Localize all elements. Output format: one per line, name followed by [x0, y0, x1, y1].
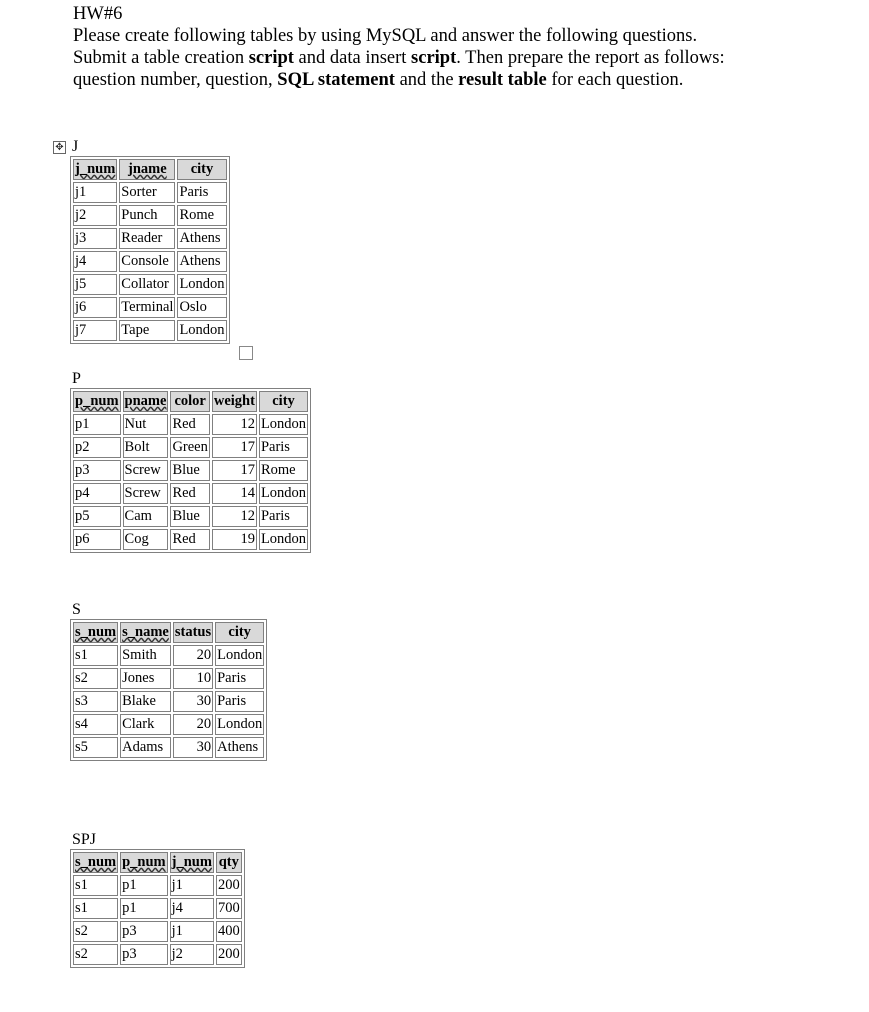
- table-header-row: [73, 159, 227, 180]
- column-header: [73, 159, 117, 180]
- table-cell: Athens: [215, 737, 264, 758]
- table-cell: 12: [212, 506, 257, 527]
- table-cell: London: [259, 483, 308, 504]
- table-body: [73, 182, 227, 341]
- table-cell: Rome: [259, 460, 308, 481]
- table-cell: p2: [73, 437, 121, 458]
- table-cell: London: [215, 645, 264, 666]
- table-cell: Cam: [123, 506, 169, 527]
- column-header: [119, 159, 175, 180]
- text-span: and data insert: [293, 48, 412, 68]
- text-span: for each question.: [546, 70, 684, 90]
- table-cell: London: [259, 529, 308, 550]
- table-cell: 17: [212, 460, 257, 481]
- text-span: . Then prepare the report as follows:: [456, 48, 725, 68]
- table-cell: Paris: [259, 506, 308, 527]
- table-cell: p3: [73, 460, 121, 481]
- table-row: [73, 483, 308, 504]
- table-cell: Tape: [119, 320, 175, 341]
- table-cell: Cog: [123, 529, 169, 550]
- table-label-p: P: [72, 370, 81, 387]
- table-cell: 200: [216, 944, 242, 965]
- table-p: [70, 388, 311, 553]
- table-cell: Bolt: [123, 437, 169, 458]
- table-row: [73, 944, 242, 965]
- header-text: jname: [128, 161, 167, 177]
- column-header: [216, 852, 242, 873]
- column-header: [170, 391, 209, 412]
- table-row: [73, 460, 308, 481]
- table-row: [73, 875, 242, 896]
- table-cell: j3: [73, 228, 117, 249]
- table-cell: 10: [173, 668, 213, 689]
- table-cell: Jones: [120, 668, 171, 689]
- table-cell: Paris: [177, 182, 226, 203]
- table-cell: Paris: [259, 437, 308, 458]
- instruction-line-2: [73, 47, 853, 69]
- column-header: [120, 852, 168, 873]
- header-text: j_num: [171, 854, 212, 870]
- table-cell: Paris: [215, 668, 264, 689]
- column-header: [73, 852, 118, 873]
- table-label-j: J: [72, 138, 79, 155]
- table-cell: Smith: [120, 645, 171, 666]
- table-cell: Blue: [170, 506, 209, 527]
- table-row: [73, 668, 264, 689]
- table-s: [70, 619, 267, 761]
- table-cell: j4: [73, 251, 117, 272]
- header-text: pname: [124, 393, 167, 409]
- column-header: [177, 159, 226, 180]
- table-cell: j1: [73, 182, 117, 203]
- column-header: [212, 391, 257, 412]
- table-cell: London: [215, 714, 264, 735]
- table-row: [73, 529, 308, 550]
- table-resize-handle-icon[interactable]: [239, 346, 253, 360]
- table-row: [73, 414, 308, 435]
- table-cell: s2: [73, 944, 118, 965]
- table-cell: Punch: [119, 205, 175, 226]
- table-cell: p1: [120, 898, 168, 919]
- table-cell: Adams: [120, 737, 171, 758]
- text-span: Submit a table creation: [73, 48, 249, 68]
- table-cell: 200: [216, 875, 242, 896]
- table-cell: Red: [170, 414, 209, 435]
- table-cell: Reader: [119, 228, 175, 249]
- table-cell: 20: [173, 645, 213, 666]
- table-cell: j6: [73, 297, 117, 318]
- table-cell: j5: [73, 274, 117, 295]
- table-cell: Screw: [123, 483, 169, 504]
- table-cell: Terminal: [119, 297, 175, 318]
- table-row: [73, 297, 227, 318]
- column-header: [120, 622, 171, 643]
- table-cell: p4: [73, 483, 121, 504]
- table-row: [73, 921, 242, 942]
- table-cell: Nut: [123, 414, 169, 435]
- table-row: [73, 691, 264, 712]
- assignment-title: HW#6: [73, 4, 123, 24]
- header-text: city: [272, 393, 295, 409]
- table-cell: s1: [73, 898, 118, 919]
- table-row: [73, 898, 242, 919]
- header-text: city: [228, 624, 251, 640]
- table-label-spj: SPJ: [72, 831, 97, 848]
- column-header: [173, 622, 213, 643]
- table-cell: Athens: [177, 251, 226, 272]
- table-block-p: [70, 370, 311, 553]
- table-cell: Clark: [120, 714, 171, 735]
- column-header: [73, 622, 118, 643]
- table-row: [73, 737, 264, 758]
- table-cell: j7: [73, 320, 117, 341]
- text-span: and the: [394, 70, 459, 90]
- header-text: s_name: [122, 624, 169, 640]
- column-header: [170, 852, 214, 873]
- table-cell: j1: [170, 921, 214, 942]
- table-cell: 30: [173, 737, 213, 758]
- table-cell: p3: [120, 921, 168, 942]
- table-cell: p5: [73, 506, 121, 527]
- header-text: city: [190, 161, 214, 177]
- table-cell: London: [259, 414, 308, 435]
- table-cell: s5: [73, 737, 118, 758]
- four-arrow-move-icon[interactable]: ✥: [53, 141, 66, 154]
- table-cell: Rome: [177, 205, 226, 226]
- table-cell: 700: [216, 898, 242, 919]
- table-cell: 17: [212, 437, 257, 458]
- table-block-j: [55, 138, 230, 344]
- bold-term: script: [248, 48, 294, 68]
- header-text: j_num: [75, 161, 116, 177]
- table-row: [73, 274, 227, 295]
- table-row: [73, 437, 308, 458]
- table-label-s: S: [72, 601, 81, 618]
- table-cell: s1: [73, 645, 118, 666]
- table-cell: Screw: [123, 460, 169, 481]
- table-cell: s2: [73, 921, 118, 942]
- table-cell: Blake: [120, 691, 171, 712]
- table-cell: p1: [73, 414, 121, 435]
- table-cell: 14: [212, 483, 257, 504]
- table-cell: Console: [119, 251, 175, 272]
- header-text: color: [174, 393, 206, 409]
- header-text: qty: [218, 854, 239, 870]
- table-j: [70, 156, 230, 344]
- table-header-row: [73, 391, 308, 412]
- header-text: s_num: [75, 854, 117, 870]
- table-cell: s1: [73, 875, 118, 896]
- column-header: [123, 391, 169, 412]
- header-text: weight: [213, 393, 255, 409]
- table-cell: 12: [212, 414, 257, 435]
- column-header: [73, 391, 121, 412]
- table-row: [73, 506, 308, 527]
- table-body: [73, 645, 264, 758]
- table-cell: j2: [73, 205, 117, 226]
- table-cell: s2: [73, 668, 118, 689]
- table-header-row: [73, 622, 264, 643]
- table-cell: 400: [216, 921, 242, 942]
- bold-term: SQL statement: [277, 70, 395, 90]
- header-text: status: [174, 624, 212, 640]
- bold-term: result table: [458, 70, 547, 90]
- table-cell: London: [177, 274, 226, 295]
- header-text: p_num: [75, 393, 119, 409]
- table-cell: j1: [170, 875, 214, 896]
- table-block-s: [70, 601, 267, 761]
- table-row: [73, 182, 227, 203]
- table-cell: j4: [170, 898, 214, 919]
- table-cell: 30: [173, 691, 213, 712]
- table-row: [73, 714, 264, 735]
- table-cell: Oslo: [177, 297, 226, 318]
- bold-term: script: [411, 48, 457, 68]
- table-cell: p6: [73, 529, 121, 550]
- table-cell: j2: [170, 944, 214, 965]
- table-header-row: [73, 852, 242, 873]
- table-body: [73, 875, 242, 965]
- table-cell: Green: [170, 437, 209, 458]
- table-spj: [70, 849, 245, 968]
- table-body: [73, 414, 308, 550]
- table-cell: Collator: [119, 274, 175, 295]
- header-text: p_num: [122, 854, 166, 870]
- table-cell: 19: [212, 529, 257, 550]
- table-cell: Red: [170, 529, 209, 550]
- instruction-line-1: Please create following tables by using MySQL and answer the following questions.: [73, 26, 698, 46]
- table-row: [73, 320, 227, 341]
- table-row: [73, 251, 227, 272]
- instruction-line-3: [73, 69, 853, 91]
- table-cell: Athens: [177, 228, 226, 249]
- column-header: [259, 391, 308, 412]
- header-text: s_num: [75, 624, 117, 640]
- table-cell: p3: [120, 944, 168, 965]
- table-cell: Red: [170, 483, 209, 504]
- table-block-spj: [70, 831, 245, 968]
- text-span: question number, question,: [73, 70, 278, 90]
- table-cell: Blue: [170, 460, 209, 481]
- table-cell: s4: [73, 714, 118, 735]
- assignment-instructions: [73, 3, 853, 91]
- table-cell: 20: [173, 714, 213, 735]
- table-cell: London: [177, 320, 226, 341]
- table-cell: p1: [120, 875, 168, 896]
- table-row: [73, 228, 227, 249]
- table-row: [73, 205, 227, 226]
- table-row: [73, 645, 264, 666]
- table-cell: s3: [73, 691, 118, 712]
- table-cell: Sorter: [119, 182, 175, 203]
- column-header: [215, 622, 264, 643]
- table-cell: Paris: [215, 691, 264, 712]
